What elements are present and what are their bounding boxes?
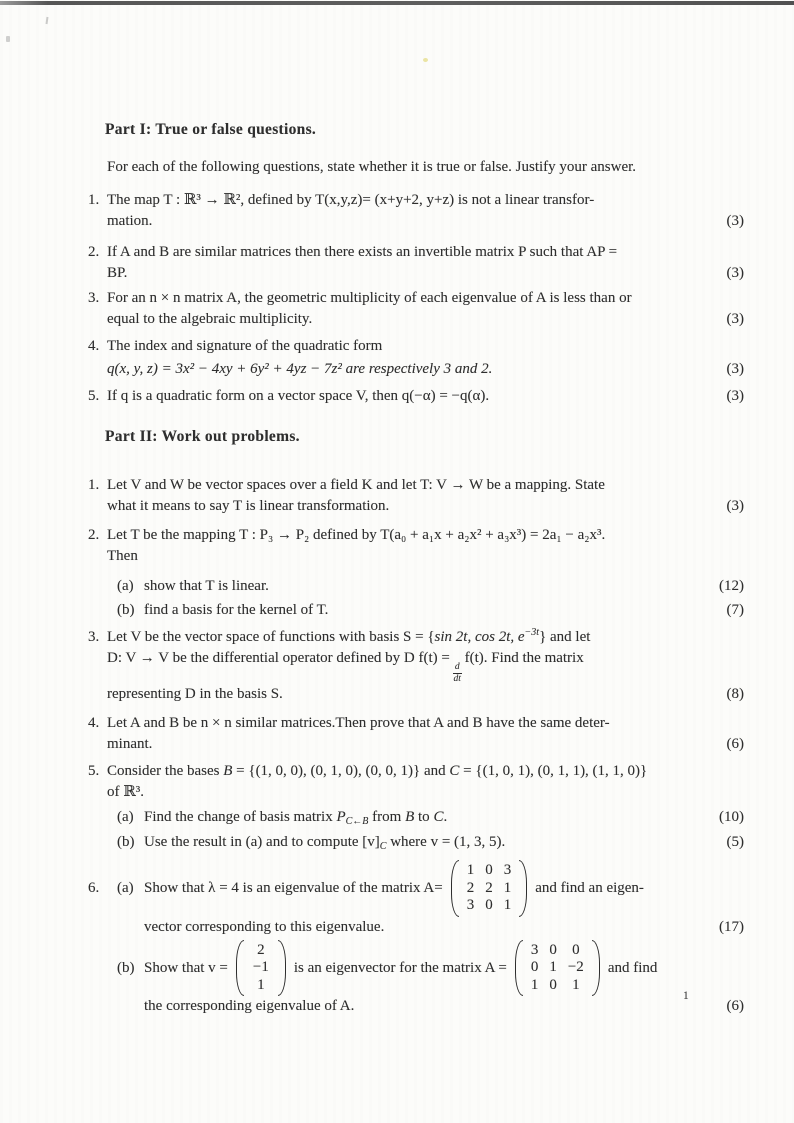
marks-badge: (17) [719,918,744,935]
vector-entries [246,940,276,997]
question-row [88,713,668,734]
text-segment: = {(1, 0, 1), (0, 1, 1), (1, 1, 0)} [459,763,648,780]
question-text: Let T be the mapping T : P₃ → P₂ defined by T(a₀ + a₁x + a₂x² + a₃x³) = 2a₁ − a₂x³. [107,527,606,543]
subquestion-text: find a basis for the kernel of T. [144,602,329,618]
question-row [88,336,668,357]
part1-intro: For each of the following questions, state whether it is true or false. Justify your answer. [107,159,637,175]
question-row [88,263,744,284]
text-segment: to [414,809,434,826]
matrix-cell: 1 [549,959,557,976]
marks-badge: (3) [726,265,744,281]
question-row [88,627,668,648]
question-row [88,525,668,546]
marks-badge: (6) [726,998,744,1015]
marks-badge: (3) [726,361,744,377]
question-row [88,475,668,496]
basis-set-text: sin 2t, cos 2t, e [434,629,525,645]
scan-artifact [6,36,10,42]
matrix-cell: 2 [485,879,493,896]
question-text: Let V and W be vector spaces over a field K and let T: V → W be a mapping. State [107,477,605,493]
text-segment: Find the change of basis matrix [144,809,337,826]
question-text: equal to the algebraic multiplicity. [107,311,313,327]
question-number: 3. [88,629,100,645]
text-segment: = {(1, 0, 0), (0, 1, 0), (0, 0, 1)} and [232,763,450,780]
matrix-left-paren [515,940,523,997]
text-segment: f(t). Find the matrix [464,650,584,666]
part2-heading: Part II: Work out problems. [105,428,300,445]
question-text: representing D in the basis S. [107,686,283,703]
question-text: mation. [107,213,153,229]
matrix-p-symbol: P [336,809,346,826]
question-row [88,211,744,232]
question-text: Let A and B be n × n similar matrices.Then prove that A and B have the same deter- [107,715,610,732]
question-row [88,546,687,567]
question-text [107,648,584,684]
vector-cell: −1 [252,959,269,976]
question-row [88,309,744,330]
matrix-left-paren [236,940,244,997]
question-text: If q is a quadratic form on a vector space V, then q(−α) = −q(α). [107,388,490,404]
matrix-cell: 1 [466,862,475,879]
matrix-cell: 1 [572,976,580,993]
text-segment: D: V → V be the differential operator defined by D f(t) = [107,650,450,666]
matrix-cell: 0 [485,897,493,914]
question-text: of ℝ³. [107,784,144,801]
basis-c-symbol: C [433,809,444,826]
question-text: Then [107,548,138,564]
matrix-cell: 0 [530,959,539,976]
subquestion-label: (a) [117,809,134,826]
question-row [88,782,687,803]
text-segment: Let V be the vector space of functions with basis S = { [107,629,435,645]
question-row [88,242,668,263]
question-number: 5. [88,763,100,780]
question-row [88,190,668,211]
subquestion-text: and find an eigen- [535,880,644,897]
subquestion-text [144,807,447,828]
question-row [88,684,744,705]
text-segment: from [368,809,406,826]
subquestion-text: show that T is linear. [144,578,269,594]
question-row [88,648,687,684]
question-text: what it means to say T is linear transformation. [107,498,390,514]
question-number: 4. [88,338,100,354]
marks-badge: (3) [726,213,744,229]
subquestion-row [88,807,744,828]
subquestion-row [88,600,744,621]
question-number: 6. [88,880,100,897]
quadratic-form-formula: q(x, y, z) = 3x² − 4xy + 6y² + 4yz − 7z² are respectively 3 and 2. [107,361,493,377]
matrix-cell: 0 [485,862,493,879]
question-row [88,496,744,517]
matrix-cell: 0 [549,941,557,958]
matrix-cell: 1 [530,976,539,993]
question-number: 1. [88,477,100,493]
question-row [88,860,668,917]
question-row [88,359,744,380]
subquestion-row [88,832,744,853]
subquestion-text: Show that v = [144,959,228,976]
matrix-cell: 1 [503,897,512,914]
subquestion-label: (b) [117,959,135,976]
part1-heading: Part I: True or false questions. [105,121,317,138]
subquestion-text: is an eigenvector for the matrix A = [293,959,507,976]
marks-badge: (6) [726,736,744,753]
question-row [88,386,744,407]
question-number: 2. [88,244,100,260]
matrix-left-paren [451,860,459,917]
marks-badge: (7) [726,602,744,618]
matrix-cell: 3 [466,897,475,914]
subquestion-text: the corresponding eigenvalue of A. [144,998,355,1015]
subscript-text: C [379,841,387,853]
basis-b-symbol: B [405,809,415,826]
marks-badge: (3) [726,311,744,327]
question-number: 2. [88,527,100,543]
matrix-cell: 2 [466,879,475,896]
text-segment: Use the result in (a) and to compute [v] [144,834,380,851]
text-segment: Consider the bases [107,763,224,780]
basis-b-symbol: B [223,763,233,780]
marks-badge: (3) [726,498,744,514]
eigenvector-column [236,940,286,997]
marks-badge: (3) [726,388,744,404]
question-text: If A and B are similar matrices then there exists an invertible matrix P such that AP = [107,244,618,260]
subquestion-row [88,996,744,1017]
subquestion-label: (b) [117,834,135,851]
subquestion-row [88,917,744,938]
matrix-a-3x3 [515,940,600,997]
subscript-text: C←B [345,816,369,828]
question-number: 3. [88,290,100,306]
matrix-entries [461,860,518,917]
vector-cell: 1 [257,976,265,993]
matrix-a-3x3 [451,860,528,917]
question-text [107,761,647,782]
vector-cell: 2 [257,941,265,958]
marks-badge: (10) [719,809,744,826]
document-content [88,0,744,1017]
derivative-fraction [453,662,462,684]
marks-badge: (8) [726,686,744,703]
text-segment: where v = (1, 3, 5). [386,834,506,851]
matrix-cell: 3 [530,941,539,958]
matrix-right-paren [519,860,527,917]
marks-badge: (12) [719,578,744,594]
question-text: For an n × n matrix A, the geometric multiplicity of each eigenvalue of A is less than or [107,290,632,306]
exponent-text: −3t [524,627,540,638]
question-row [88,734,744,755]
question-text: BP. [107,265,128,281]
subquestion-label: (a) [117,578,134,594]
question-number: 4. [88,715,100,732]
matrix-cell: −2 [567,959,584,976]
fraction-denominator: dt [453,673,461,684]
question-number: 1. [88,192,100,208]
matrix-cell: 0 [572,941,580,958]
subquestion-text [144,832,505,853]
subquestion-text: Show that λ = 4 is an eigenvalue of the matrix A= [144,880,443,897]
matrix-entries [525,940,590,997]
matrix-right-paren [592,940,600,997]
subquestion-row [88,576,744,597]
matrix-cell: 3 [503,862,512,879]
subquestion-text: vector corresponding to this eigenvalue. [144,918,385,935]
marks-badge: (5) [726,834,744,851]
subquestion-label: (a) [117,880,134,897]
question-text: minant. [107,736,153,753]
question-text [107,627,590,648]
matrix-cell: 0 [549,976,557,993]
text-segment: . [443,809,448,826]
basis-c-symbol: C [449,763,460,780]
question-row [88,761,668,782]
text-segment: } and let [539,629,591,645]
subquestion-label: (b) [117,602,135,618]
question-number: 5. [88,388,100,404]
scan-artifact [46,17,49,24]
subquestion-text: and find [607,959,658,976]
page-number: 1 [683,990,689,1002]
matrix-right-paren [278,940,286,997]
question-text: The map T : ℝ³ → ℝ², defined by T(x,y,z)= (x+y+2, y+z) is not a linear transfor- [107,192,595,208]
fraction-numerator: d [454,662,460,672]
question-text: The index and signature of the quadratic form [107,338,383,354]
question-row [88,288,668,309]
question-row [88,940,668,997]
matrix-cell: 1 [503,879,512,896]
